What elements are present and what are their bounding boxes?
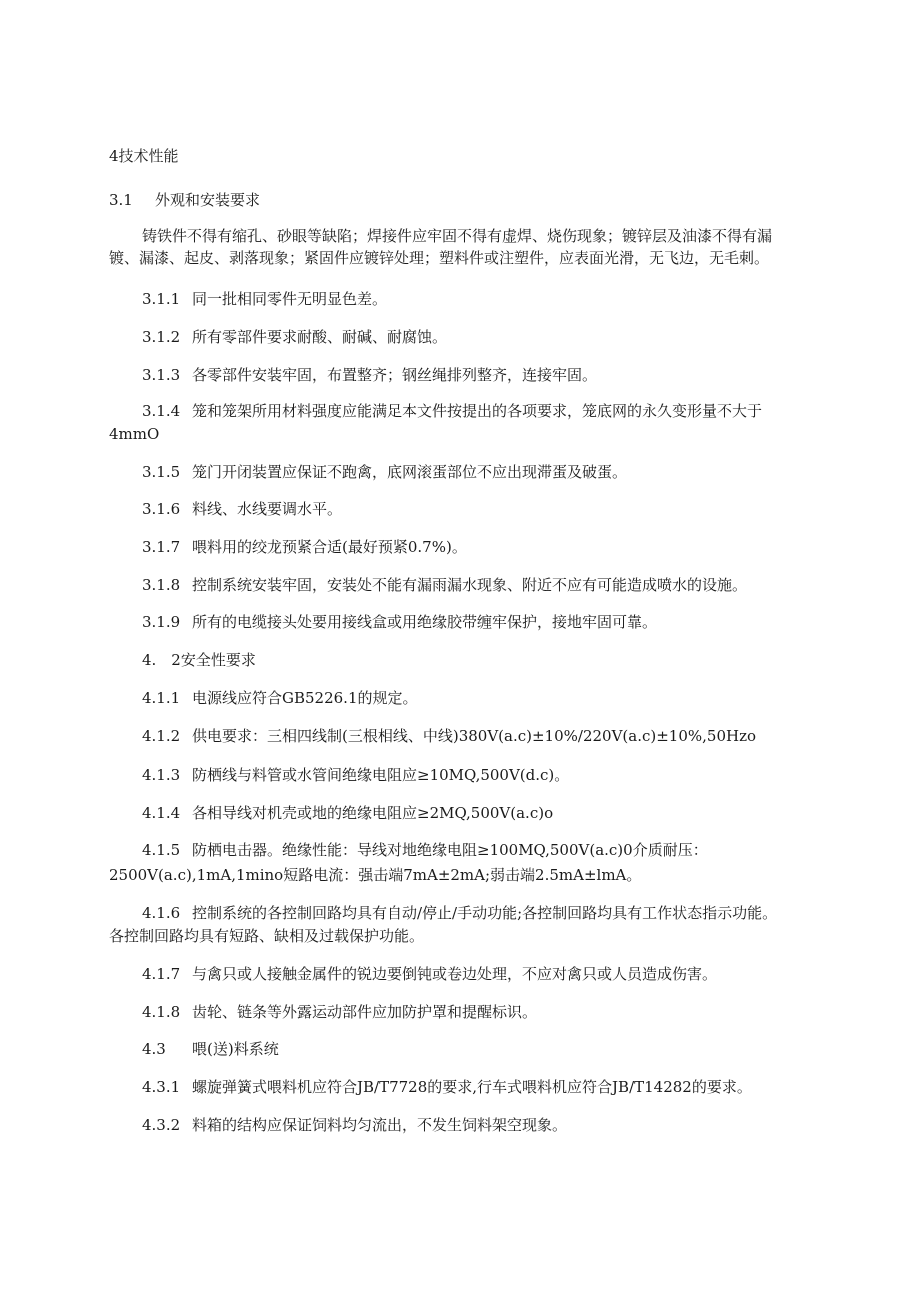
section-4-3-heading [142,1039,279,1059]
clause-text: 所有零部件要求耐酸、耐碱、耐腐蚀。 [192,328,448,346]
clause-text: 各相导线对机壳或地的绝缘电阻应≥2MQ,500V(a.c)o [192,804,554,822]
clause-3-1-4 [142,401,762,421]
clause-4-1-3 [142,765,569,785]
clause-4-1-8 [142,1002,537,1022]
clause-4-1-2 [142,726,756,746]
clause-continuation: 4mmO [109,425,160,443]
section-title: 外观和安装要求 [155,191,261,209]
clause-text: 供电要求：三相四线制(三根相线、中线)380V(a.c)±10%/220V(a.c)±10%,50Hzo [192,727,757,745]
section-number: 4.3 [142,1040,166,1058]
clause-number: 4.3.2 [142,1116,181,1134]
clause-number: 4.1.7 [142,965,181,983]
clause-text: 电源线应符合GB5226.1的规定。 [192,689,418,707]
section-3-1-heading [109,190,260,210]
clause-text: 笼门开闭装置应保证不跑禽，底网滚蛋部位不应出现滞蛋及破蛋。 [192,463,628,481]
section-number: 3.1 [109,191,133,209]
clause-text: 控制系统安装牢固，安装处不能有漏雨漏水现象、附近不应有可能造成喷水的设施。 [192,576,748,594]
clause-number: 3.1.9 [142,613,181,631]
clause-4-3-1 [142,1077,752,1097]
clause-number: 3.1.4 [142,402,181,420]
clause-text: 齿轮、链条等外露运动部件应加防护罩和提醒标识。 [192,1003,538,1021]
clause-3-1-3 [142,365,597,385]
clause-number: 3.1.8 [142,576,181,594]
section-title: 喂(送)料系统 [192,1040,279,1058]
clause-3-1-8 [142,575,747,595]
clause-number: 4.1.4 [142,804,181,822]
clause-number: 3.1.1 [142,290,181,308]
clause-text: 螺旋弹簧式喂料机应符合JB/T7728的要求,行车式喂料机应符合JB/T14282的要求。 [192,1078,752,1096]
clause-3-1-9 [142,612,657,632]
clause-number: 4.1.2 [142,727,181,745]
clause-number: 3.1.7 [142,538,181,556]
clause-number: 4.1.6 [142,904,181,922]
clause-number: 3.1.2 [142,328,181,346]
clause-3-1-7 [142,537,467,557]
clause-3-1-5 [142,462,627,482]
section-heading: 4技术性能 [109,147,179,165]
clause-text: 控制系统的各控制回路均具有自动/停止/手动功能;各控制回路均具有工作状态指示功能。 [192,904,778,922]
clause-4-1-5 [142,840,708,860]
clause-number: 3.1.5 [142,463,181,481]
clause-text: 与禽只或人接触金属件的锐边要倒钝或卷边处理，不应对禽只或人员造成伤害。 [192,965,718,983]
clause-number: 4.1.3 [142,766,181,784]
clause-text: 料线、水线要调水平。 [192,500,343,518]
clause-text: 所有的电缆接头处要用接线盒或用绝缘胶带缠牢保护，接地牢固可靠。 [192,613,658,631]
clause-text: 喂料用的绞龙预紧合适(最好预紧0.7%)。 [192,538,467,556]
clause-4-3-2 [142,1115,567,1135]
clause-4-1-4 [142,803,553,823]
clause-text: 同一批相同零件无明显色差。 [192,290,388,308]
clause-3-1-2 [142,327,447,347]
paragraph-line: 镀、漏漆、起皮、剥落现象；紧固件应镀锌处理；塑料件或注塑件，应表面光滑，无飞边，无毛刺。 [109,249,770,267]
clause-number: 4.3.1 [142,1078,181,1096]
clause-text: 防栖线与料管或水管间绝缘电阻应≥10MQ,500V(d.c)。 [192,766,570,784]
clause-4-1-6 [142,903,777,923]
clause-number: 4.1.8 [142,1003,181,1021]
clause-4-1-7 [142,964,717,984]
clause-text: 笼和笼架所用材料强度应能满足本文件按提出的各项要求，笼底网的永久变形量不大于 [192,402,763,420]
clause-4-1-1 [142,688,418,708]
clause-text: 料箱的结构应保证饲料均匀流出，不发生饲料架空现象。 [192,1116,568,1134]
paragraph-line: 铸铁件不得有缩孔、砂眼等缺陷；焊接件应牢固不得有虚焊、烧伤现象；镀锌层及油漆不得有漏 [142,227,773,245]
clause-text: 各零部件安装牢固，布置整齐；钢丝绳排列整齐，连接牢固。 [192,366,598,384]
clause-number: 4.1.5 [142,841,181,859]
clause-number: 3.1.3 [142,366,181,384]
clause-3-1-6 [142,499,342,519]
clause-text: 防栖电击器。绝缘性能：导线对地绝缘电阻≥100MQ,500V(a.c)0介质耐压： [192,841,708,859]
clause-number: 3.1.6 [142,500,181,518]
section-4-2-heading: 4. 2安全性要求 [142,651,256,669]
clause-number: 4.1.1 [142,689,181,707]
clause-3-1-1 [142,289,387,309]
clause-continuation: 2500V(a.c),1mA,1mino短路电流：强击端7mA±2mA;弱击端2.5mA±lmA。 [109,866,642,884]
clause-continuation: 各控制回路均具有短路、缺相及过载保护功能。 [109,927,425,945]
